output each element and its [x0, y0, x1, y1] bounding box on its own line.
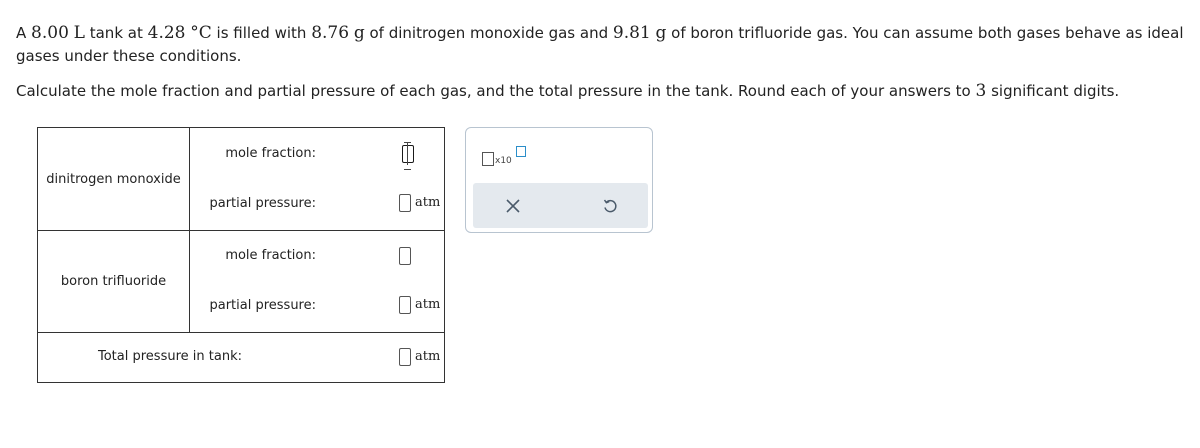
- mass2-value: 9.81: [612, 23, 651, 43]
- exponent-box: [516, 146, 526, 157]
- clear-button[interactable]: [483, 183, 543, 228]
- scientific-notation-icon[interactable]: [482, 144, 528, 170]
- problem-statement: [16, 22, 1186, 103]
- gas2-mole-fraction-input[interactable]: [399, 247, 411, 265]
- total-pressure-row: [38, 332, 444, 383]
- mass1-value: 8.76: [311, 23, 350, 43]
- gas1-mole-fraction-label: mole fraction:: [225, 146, 316, 161]
- toolbox-actions: [473, 183, 648, 228]
- undo-button[interactable]: [580, 183, 640, 228]
- gas1-partial-pressure-label: partial pressure:: [209, 196, 316, 211]
- mass1-unit: g: [353, 23, 365, 43]
- close-icon: [506, 199, 520, 213]
- gas1-row: [38, 128, 444, 231]
- answer-table: [37, 127, 445, 383]
- total-pressure-label: Total pressure in tank:: [98, 349, 242, 364]
- volume-unit: L: [73, 23, 85, 43]
- gas1-partial-pressure-input[interactable]: [399, 194, 411, 212]
- temperature-value: 4.28: [147, 23, 186, 43]
- total-pressure-input[interactable]: [399, 348, 411, 366]
- base-box: [482, 152, 494, 166]
- mass2-unit: g: [655, 23, 667, 43]
- problem-paragraph-1: [16, 22, 1186, 68]
- gas2-partial-pressure-label: partial pressure:: [209, 298, 316, 313]
- problem-text: significant digits.: [986, 82, 1120, 100]
- problem-paragraph-2: [16, 80, 1186, 103]
- gas1-pressure-unit: atm: [415, 195, 441, 210]
- gas1-name: dinitrogen monoxide: [38, 128, 190, 230]
- problem-text: A: [16, 24, 32, 42]
- sig-figs-value: 3: [975, 81, 987, 101]
- gas2-name: boron trifluoride: [38, 230, 190, 332]
- gas2-partial-pressure-input[interactable]: [399, 296, 411, 314]
- gas2-pressure-unit: atm: [415, 297, 441, 312]
- problem-text: of boron trifluoride gas. You can assume both gases behave as ideal gases under these conditions.: [16, 24, 1184, 65]
- problem-text: Calculate the mole fraction and partial pressure of each gas, and the total pressure in the tank. Round each of your answers to: [16, 82, 976, 100]
- gas2-row: [38, 230, 444, 333]
- problem-text: tank at: [84, 24, 148, 42]
- undo-icon: [602, 198, 618, 214]
- problem-text: is filled with: [211, 24, 312, 42]
- total-pressure-unit: atm: [415, 349, 441, 364]
- volume-value: 8.00: [31, 23, 69, 43]
- problem-text: of dinitrogen monoxide gas and: [364, 24, 613, 42]
- gas2-mole-fraction-label: mole fraction:: [225, 248, 316, 263]
- temperature-unit: °C: [190, 23, 212, 43]
- gas1-mole-fraction-input[interactable]: [402, 145, 414, 163]
- x10-label: x10: [495, 156, 512, 166]
- answer-toolbox: [465, 127, 653, 233]
